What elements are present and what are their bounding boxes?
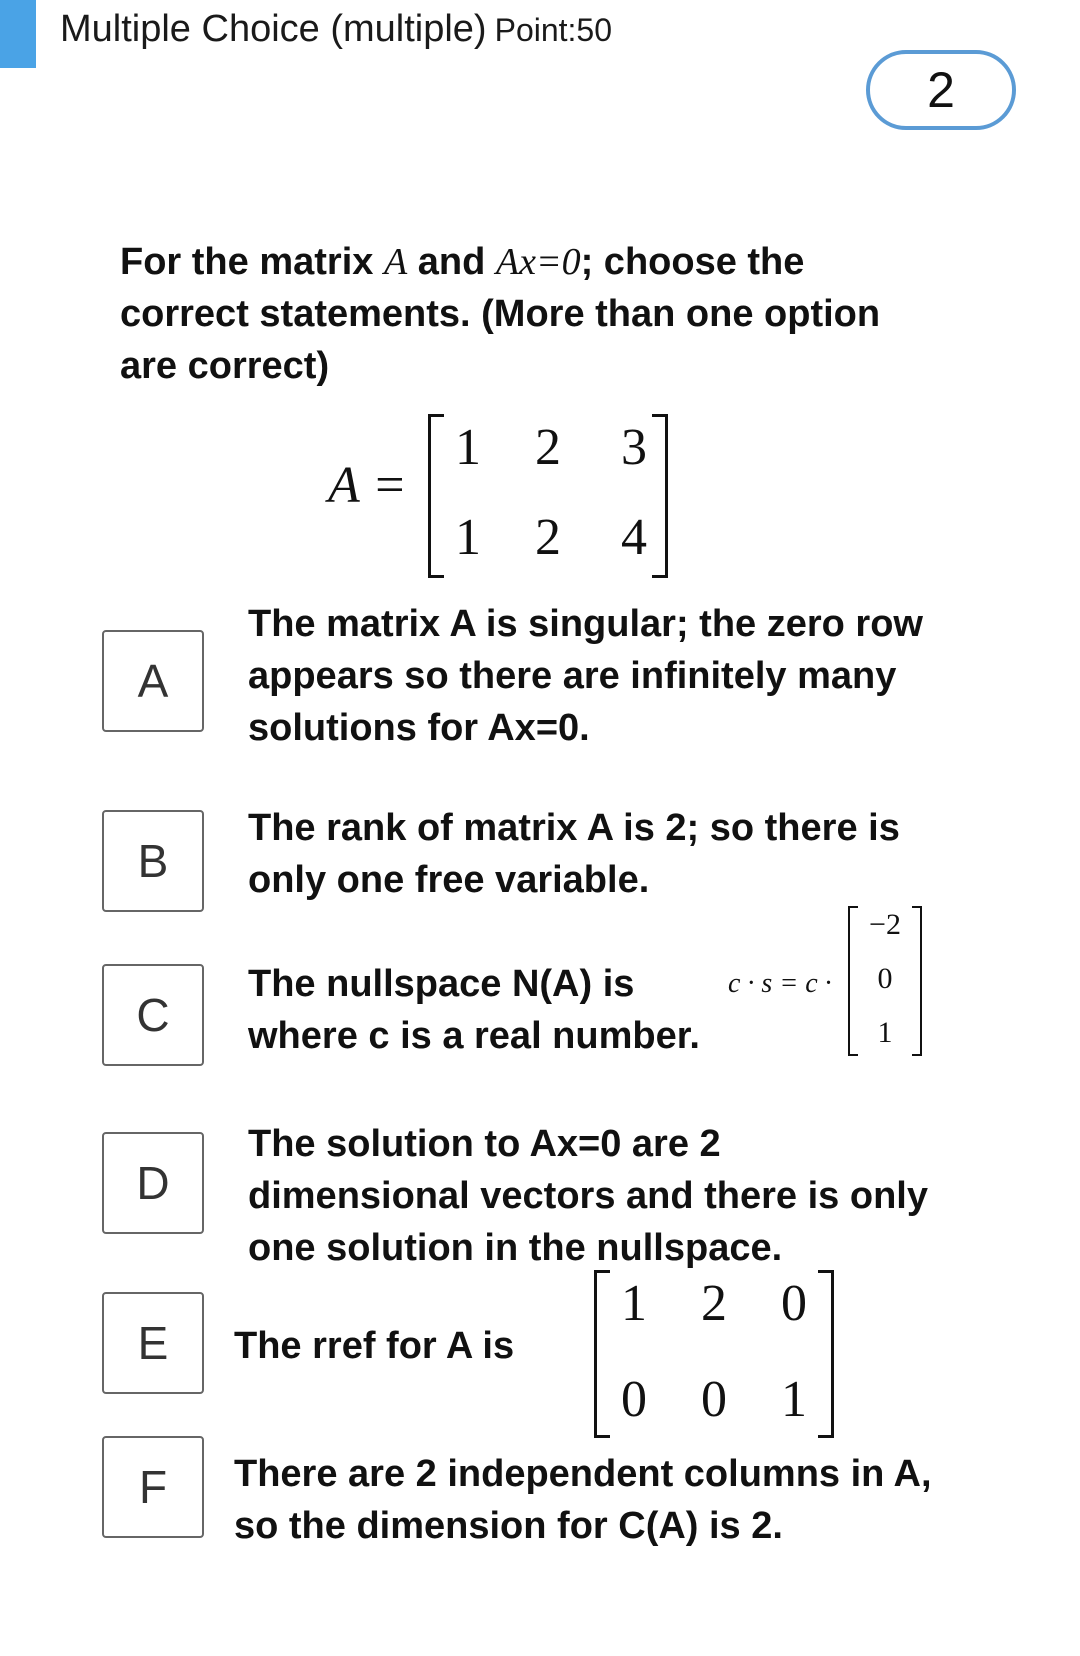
option-b-text: The rank of matrix A is 2; so there is only one free variable. xyxy=(248,807,900,901)
option-c-formula-text: c · s = c · xyxy=(728,968,832,999)
option-c-text-line1: The nullspace N(A) is xyxy=(248,963,635,1005)
matrix-a-cell: 1 xyxy=(455,509,481,566)
option-b-checkbox[interactable]: B xyxy=(102,810,204,912)
question-type-label xyxy=(60,8,612,51)
option-f-checkbox[interactable]: F xyxy=(102,1436,204,1538)
matrix-a-label: A = xyxy=(328,457,407,514)
question-points: Point:50 xyxy=(494,12,613,48)
vector-cell: 0 xyxy=(877,962,893,995)
matrix-a-cell: 4 xyxy=(621,509,647,566)
option-e-text: The rref for A is xyxy=(234,1325,515,1367)
question-prompt xyxy=(120,236,940,392)
accent-bar xyxy=(0,0,36,68)
option-a-checkbox[interactable]: A xyxy=(102,630,204,732)
rref-cell: 0 xyxy=(701,1371,727,1428)
option-c-checkbox[interactable]: C xyxy=(102,964,204,1066)
option-c-text xyxy=(248,958,728,1062)
option-d-text: The solution to Ax=0 are 2 dimensional vectors and there is only one solution in the nullspace. xyxy=(248,1123,928,1269)
matrix-a-cell: 2 xyxy=(535,509,561,566)
rref-cell: 1 xyxy=(781,1371,807,1428)
math-symbol-a: A xyxy=(383,241,408,283)
matrix-a-cell: 3 xyxy=(621,419,647,476)
math-equation: Ax=0 xyxy=(495,241,581,283)
option-f-text: There are 2 independent columns in A, so the dimension for C(A) is 2. xyxy=(234,1453,932,1547)
rref-cell: 1 xyxy=(621,1275,647,1332)
prompt-text-3: ; choose the correct statements. (More than one option are correct) xyxy=(120,241,881,387)
rref-cell: 2 xyxy=(701,1275,727,1332)
option-a-text: The matrix A is singular; the zero row appears so there are infinitely many solutions for Ax=0. xyxy=(248,603,923,749)
matrix-a-cell: 2 xyxy=(535,419,561,476)
matrix-a-cell: 1 xyxy=(455,419,481,476)
prompt-text-1: For the matrix xyxy=(120,241,384,283)
prompt-text-2: and xyxy=(407,241,496,283)
vector-cell: −2 xyxy=(869,908,901,941)
rref-cell: 0 xyxy=(781,1275,807,1332)
option-d-checkbox[interactable]: D xyxy=(102,1132,204,1234)
option-c-text-line2: where c is a real number. xyxy=(248,1015,700,1057)
vector-cell: 1 xyxy=(877,1016,893,1049)
option-e-checkbox[interactable]: E xyxy=(102,1292,204,1394)
rref-cell: 0 xyxy=(621,1371,647,1428)
question-type: Multiple Choice (multiple) xyxy=(60,8,487,50)
question-number-badge[interactable]: 2 xyxy=(866,50,1016,130)
